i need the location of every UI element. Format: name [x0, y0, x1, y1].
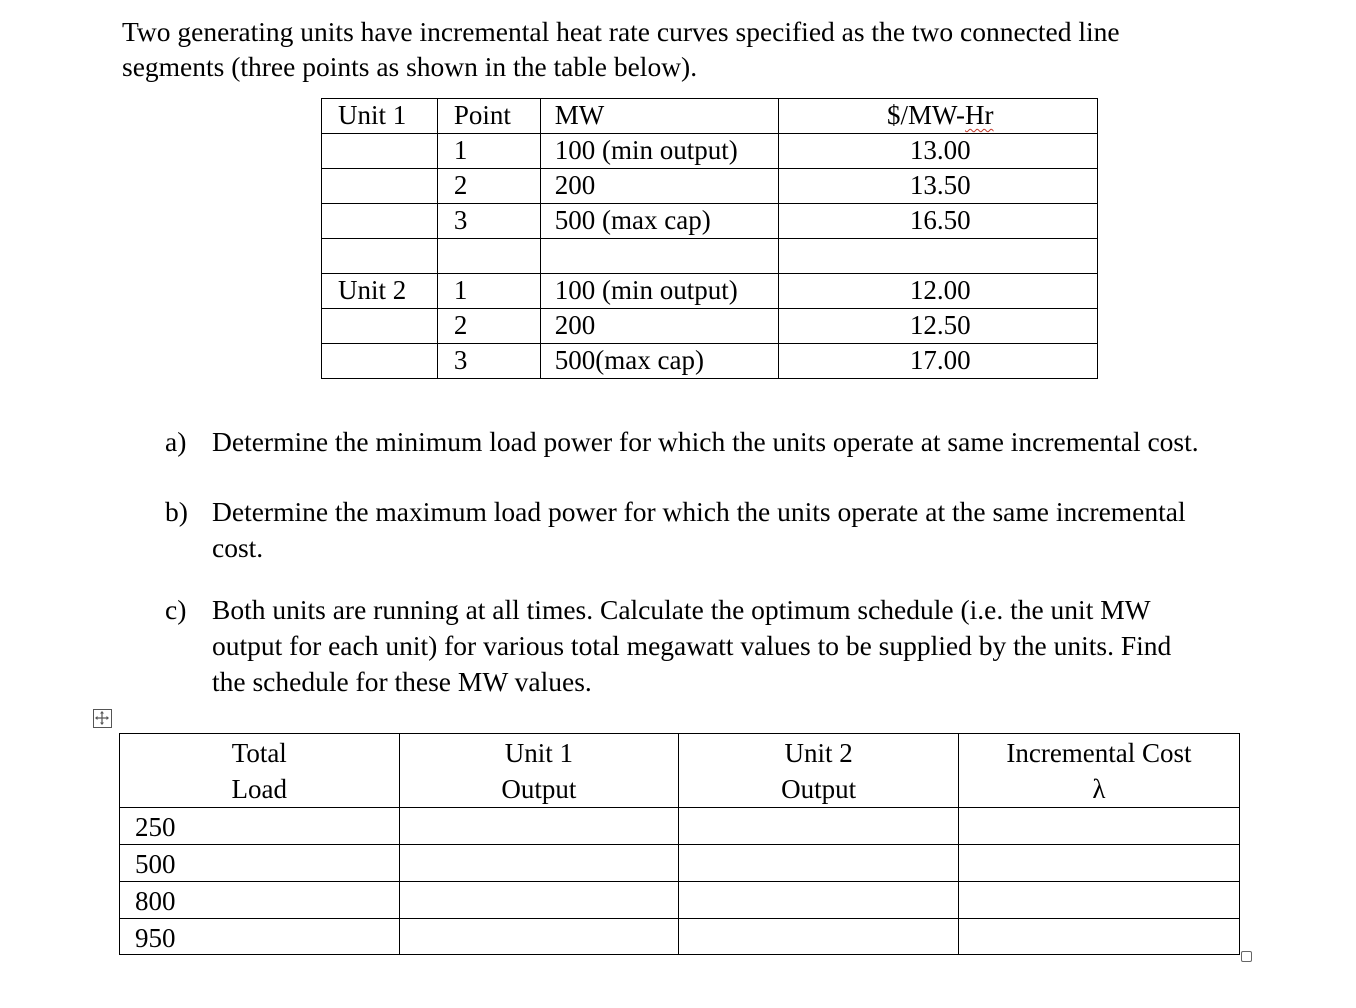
incremental-cost-cell[interactable] — [958, 845, 1239, 882]
total-load-cell: 800 — [120, 882, 400, 919]
cost-header-prefix: $/MW- — [887, 100, 965, 130]
unit2-output-cell[interactable] — [679, 808, 959, 845]
table-row — [322, 274, 1098, 309]
table-resize-handle-icon[interactable] — [1241, 951, 1252, 962]
header-incremental-cost: Incremental Cost λ — [958, 734, 1239, 808]
total-load-cell: 250 — [120, 808, 400, 845]
unit2-output-cell[interactable] — [679, 845, 959, 882]
total-load-cell: 950 — [120, 919, 400, 955]
unit1-output-cell[interactable] — [399, 882, 679, 919]
unit1-output-cell[interactable] — [399, 919, 679, 955]
question-c-label: c) — [165, 594, 187, 625]
header-total-load: Total Load — [120, 734, 400, 808]
table-row — [322, 204, 1098, 239]
point-header: Point — [437, 99, 540, 134]
cost-cell: 13.00 — [778, 134, 1098, 169]
table-row — [322, 309, 1098, 344]
point-cell: 3 — [437, 204, 540, 239]
question-b-label: b) — [165, 496, 188, 527]
point-cell: 2 — [437, 309, 540, 344]
cost-header — [778, 99, 1098, 134]
question-b-line-1: Determine the maximum load power for which the units operate at the same incremental — [212, 496, 1186, 527]
mw-header: MW — [540, 99, 778, 134]
incremental-cost-cell[interactable] — [958, 919, 1239, 955]
schedule-table — [119, 733, 1240, 955]
cost-cell: 16.50 — [778, 204, 1098, 239]
header-unit2-output: Unit 2 Output — [679, 734, 959, 808]
table-row — [120, 808, 1240, 845]
question-a-label: a) — [165, 426, 187, 457]
mw-cell: 100 (min output) — [540, 274, 778, 309]
intro-line-1: Two generating units have incremental heat rate curves specified as the two connected line — [122, 16, 1120, 47]
incremental-cost-cell[interactable] — [958, 882, 1239, 919]
cost-cell: 12.50 — [778, 309, 1098, 344]
incremental-cost-cell[interactable] — [958, 808, 1239, 845]
cost-cell: 12.00 — [778, 274, 1098, 309]
table-header-row — [322, 99, 1098, 134]
unit1-label: Unit 1 — [322, 99, 438, 134]
intro-line-2: segments (three points as shown in the table below). — [122, 51, 698, 82]
header-unit1-output: Unit 1 Output — [399, 734, 679, 808]
mw-cell: 200 — [540, 309, 778, 344]
point-cell: 1 — [437, 134, 540, 169]
mw-cell: 100 (min output) — [540, 134, 778, 169]
table-move-handle-icon[interactable] — [93, 709, 112, 728]
question-c-line-1: Both units are running at all times. Calculate the optimum schedule (i.e. the unit MW — [212, 594, 1151, 625]
cost-header-hr: Hr — [965, 100, 994, 130]
unit2-label: Unit 2 — [322, 274, 438, 309]
point-cell: 2 — [437, 169, 540, 204]
table-row — [120, 845, 1240, 882]
cost-cell: 17.00 — [778, 344, 1098, 379]
mw-cell: 500(max cap) — [540, 344, 778, 379]
heat-rate-table — [321, 98, 1098, 379]
unit2-output-cell[interactable] — [679, 882, 959, 919]
mw-cell: 500 (max cap) — [540, 204, 778, 239]
table-row — [322, 344, 1098, 379]
spacer-row — [322, 239, 1098, 274]
question-c-line-3: the schedule for these MW values. — [212, 666, 592, 697]
table-row — [120, 882, 1240, 919]
schedule-header-row — [120, 734, 1240, 808]
question-b-line-2: cost. — [212, 532, 264, 563]
table-row — [120, 919, 1240, 955]
unit1-output-cell[interactable] — [399, 808, 679, 845]
point-cell: 1 — [437, 274, 540, 309]
table-row — [322, 169, 1098, 204]
intro-paragraph — [122, 14, 1242, 84]
cost-cell: 13.50 — [778, 169, 1098, 204]
question-c-line-2: output for each unit) for various total megawatt values to be supplied by the units. Find — [212, 630, 1172, 661]
point-cell: 3 — [437, 344, 540, 379]
unit2-output-cell[interactable] — [679, 919, 959, 955]
unit1-output-cell[interactable] — [399, 845, 679, 882]
total-load-cell: 500 — [120, 845, 400, 882]
mw-cell: 200 — [540, 169, 778, 204]
question-a-line-1: Determine the minimum load power for which the units operate at same incremental cost. — [212, 426, 1199, 457]
table-row — [322, 134, 1098, 169]
